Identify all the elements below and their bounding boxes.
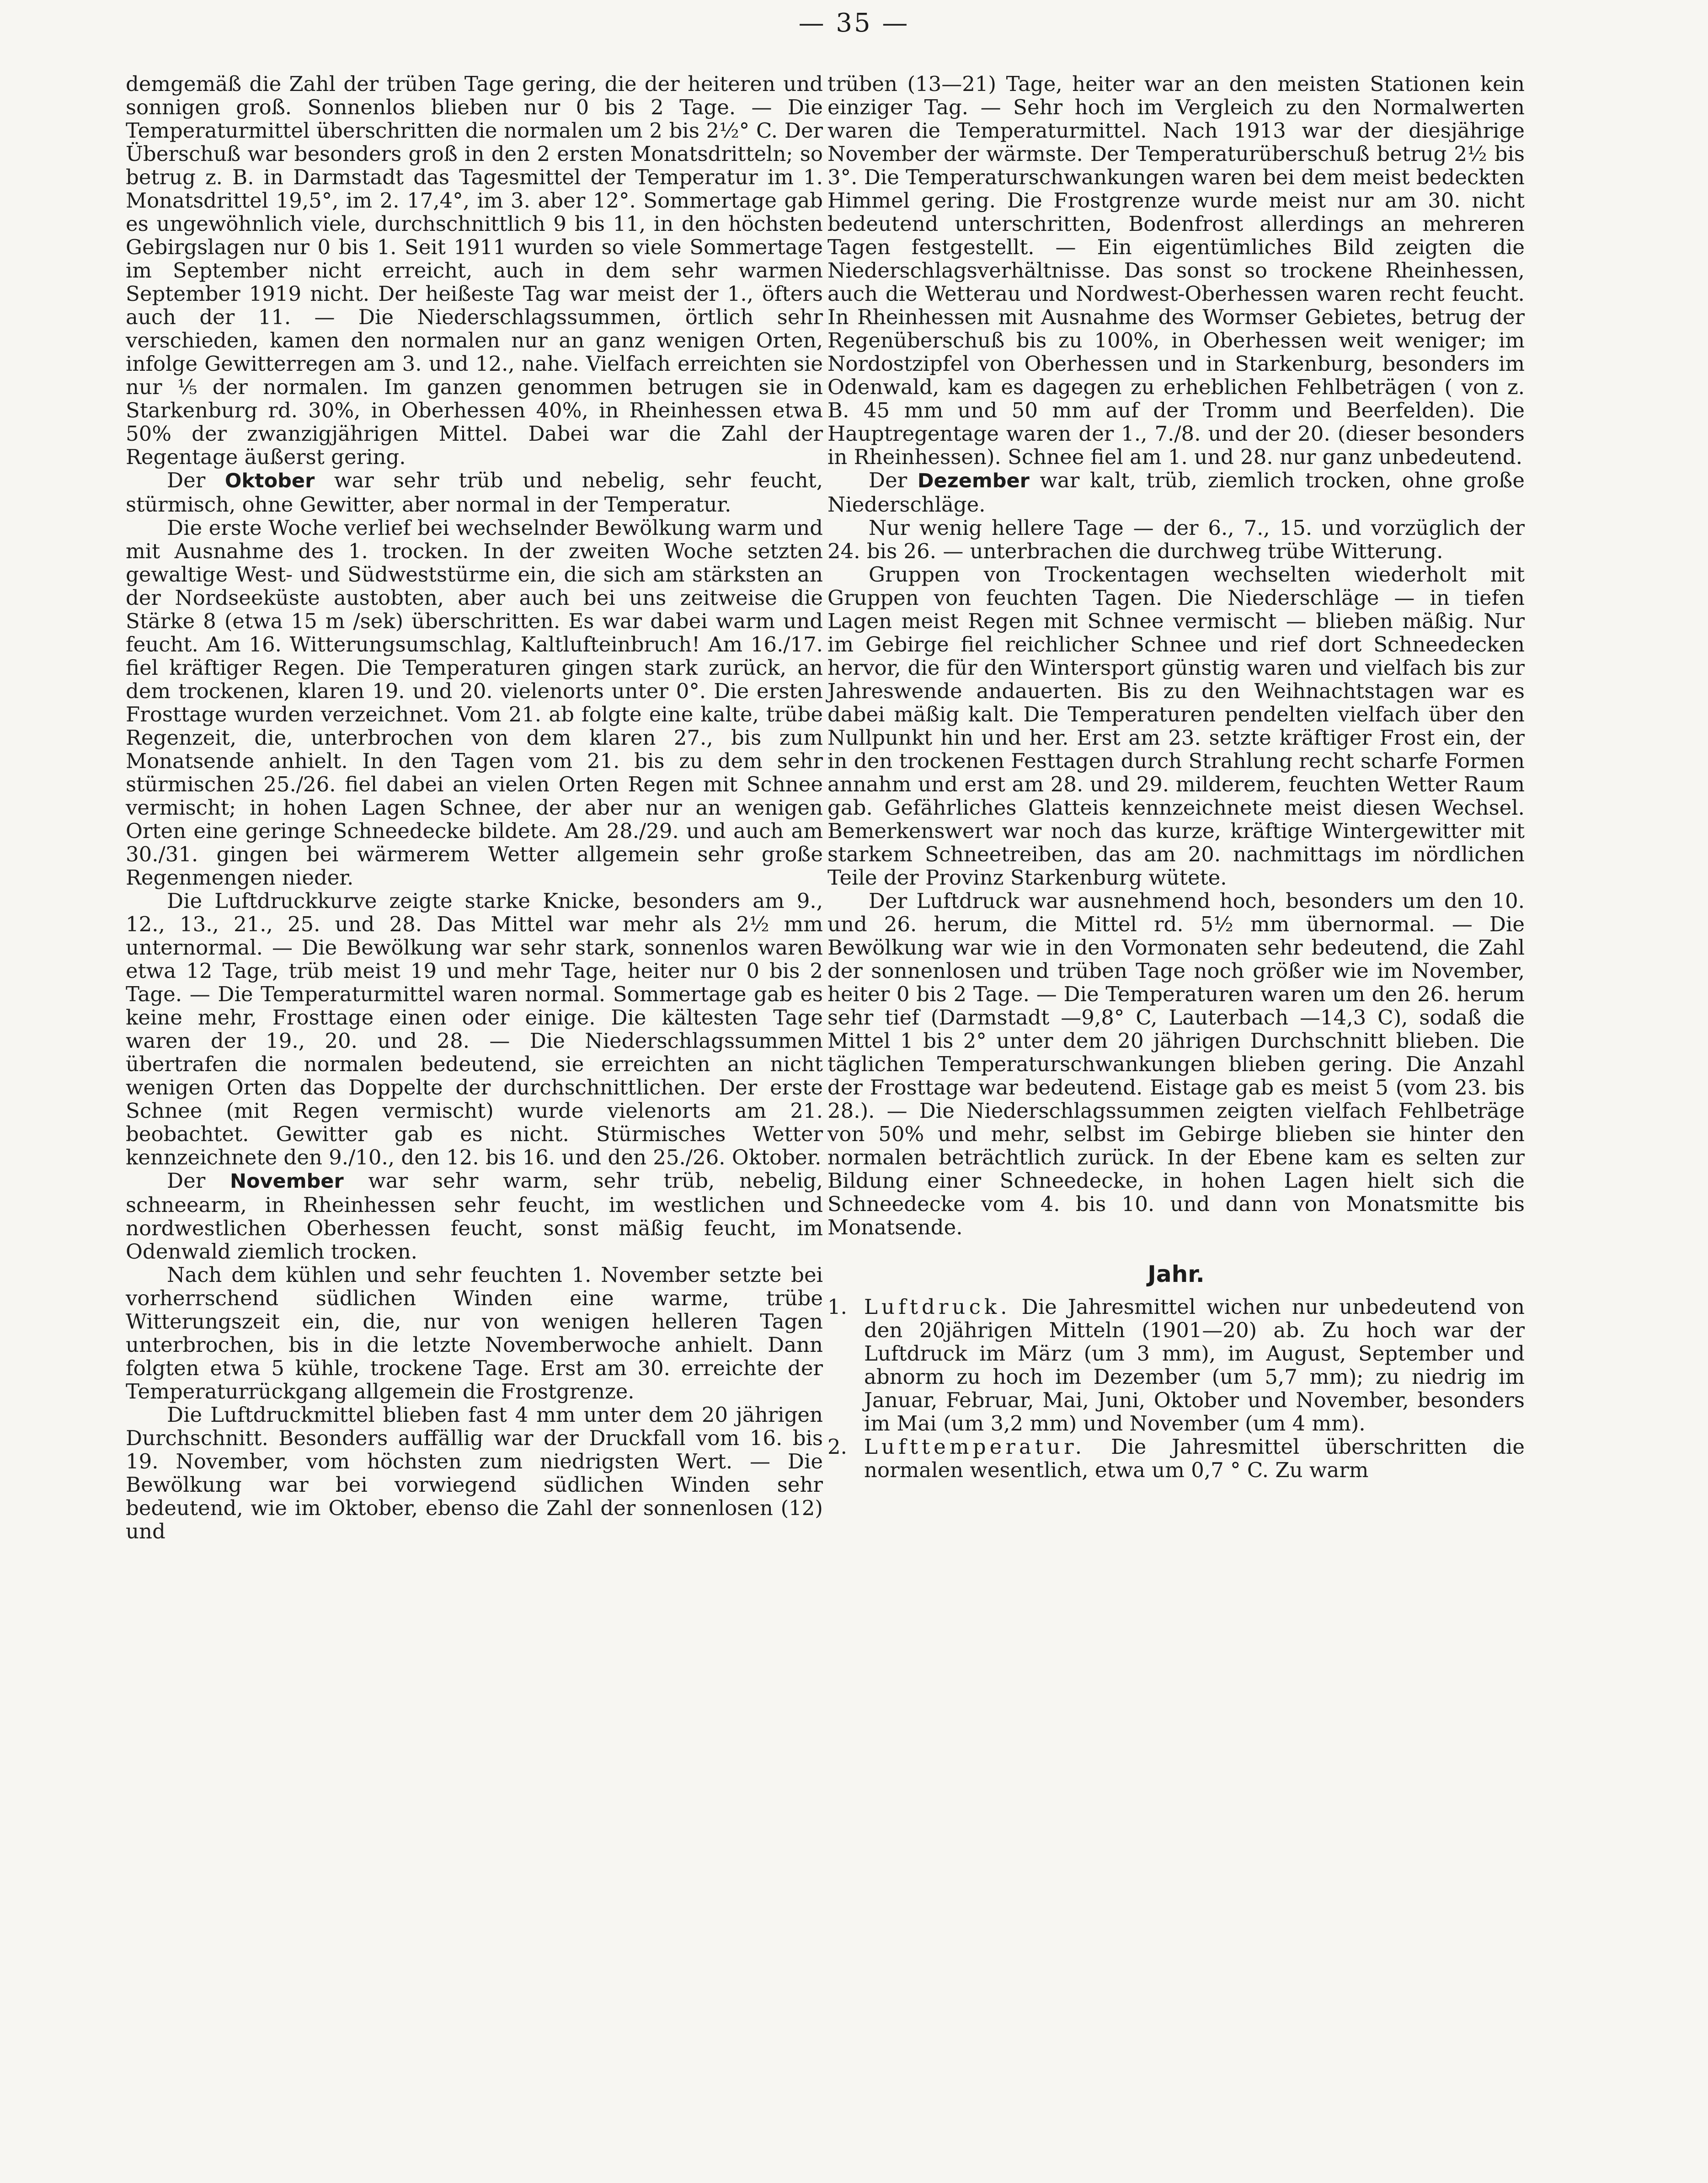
paragraph-dezember-days: Nur wenig hellere Tage — der 6., 7., 15. und vorzüglich der 24. bis 26. — unterbrachen die durchweg trübe Witterung.: [827, 516, 1525, 563]
item-number: 2.: [827, 1435, 847, 1459]
month-label-oktober: Oktober: [224, 470, 315, 492]
paragraph-oktober-intro: Der Oktober war sehr trüb und nebelig, sehr feucht, stürmisch, ohne Gewitter, aber normal in der Temperatur.: [126, 468, 823, 517]
paragraph-november-weather: Nach dem kühlen und sehr feuchten 1. November setzte bei vorherrschend südlichen Winden eine warme, trübe Witterungszeit ein, die, nur von wenigen helleren Tagen unterbrochen, bis in die letzte Novemberwoche anhielt. Dann folgten etwa 5 kühle, trockene Tage. Erst am 30. erreichte der Temperaturrückgang allgemein die Frostgrenze.: [126, 1263, 823, 1404]
item-number: 1.: [827, 1295, 847, 1319]
paragraph-november-intro: Der November war sehr warm, sehr trüb, nebelig, schneearm, in Rheinhessen sehr feucht, im westlichen und nordwestlichen Oberhessen feucht, sonst mäßig feucht, im Odenwald ziemlich trocken.: [126, 1169, 823, 1264]
paragraph-dezember-luftdruck: Der Luftdruck war ausnehmend hoch, besonders um den 10. und 26. herum, die Mittel rd. 5½ mm übernormal. — Die Bewölkung war wie in den Vormonaten sehr bedeutend, die Zahl der sonnenlosen und trüben Tage noch größer wie im November, heiter 0 bis 2 Tage. — Die Temperaturen waren um den 26. herum sehr tief (Darmstadt —9,8° C, Lauterbach —14,3 C), sodaß die Mittel 1 bis 2° unter dem 20 jährigen Durchschnitt blieben. Die täglichen Temperaturschwankungen blieben gering. Die Anzahl der Frosttage war bedeutend. Eistage gab es meist 5 (vom 23. bis 28.). — Die Niederschlagssummen zeigten vielfach Fehlbeträge von 50% und mehr, selbst im Gebirge blieben sie hinter den normalen beträchtlich zurück. In der Ebene kam es selten zur Bildung einer Schneedecke, in hohen Lagen hielt sich die Schneedecke vom 4. bis 10. und dann von Monatsmitte bis Monatsende.: [827, 889, 1525, 1239]
month-label-november: November: [230, 1170, 344, 1193]
paragraph-september-cont: demgemäß die Zahl der trüben Tage gering, die der heiteren und sonnigen groß. Sonnenlos blieben nur 0 bis 2 Tage. — Die Temperaturmittel überschritten die normalen um 2 bis 2½° C. Der Überschuß war besonders groß in den 2 ersten Monatsdritteln; so betrug z. B. in Darmstadt das Tagesmittel der Temperatur im 1. Monatsdrittel 19,5°, im 2. 17,4°, im 3. aber 12°. Sommertage gab es ungewöhnlich viele, durchschnittlich 9 bis 11, in den höchsten Gebirgslagen nur 0 bis 1. Seit 1911 wurden so viele Sommertage im September nicht erreicht, auch in dem sehr warmen September 1919 nicht. Der heißeste Tag war meist der 1., öfters auch der 11. — Die Niederschlagssummen, örtlich sehr verschieden, kamen den normalen nur an ganz wenigen Orten, infolge Gewitterregen am 3. und 12., nahe. Vielfach erreichten sie nur ⅕ der normalen. Im ganzen genommen betrugen sie in Starkenburg rd. 30%, in Oberhessen 40%, in Rheinhessen etwa 50% der zwanzigjährigen Mittel. Dabei war die Zahl der Regentage äußerst gering.: [126, 72, 823, 469]
paragraph-dezember-groups: Gruppen von Trockentagen wechselten wiederholt mit Gruppen von feuchten Tagen. Die Niederschläge — in tiefen Lagen meist Regen mit Schnee vermischt — blieben mäßig. Nur im Gebirge fiel reichlicher Schnee und rief dort Schneedecken hervor, die für den Wintersport günstig waren und vielfach bis zur Jahreswende andauerten. Bis zu den Weihnachtstagen war es dabei mäßig kalt. Die Temperaturen pendelten vielfach über den Nullpunkt hin und her. Erst am 23. setzte kräftiger Frost ein, der in den trockenen Festtagen durch Strahlung recht scharfe Formen annahm und erst am 28. und 29. milderem, feuchten Wetter Raum gab. Gefährliches Glatteis kennzeichnete meist diesen Wechsel. Bemerkenswert war noch das kurze, kräftige Wintergewitter mit starkem Schneetreiben, das am 20. nachmittags im nördlichen Teile der Provinz Starkenburg wütete.: [827, 562, 1525, 890]
list-item: 1. Luftdruck. Die Jahresmittel wichen nur unbedeutend von den 20jährigen Mitteln (1901—20) ab. Zu hoch war der Luftdruck im März (um 3 mm), im August, September und abnorm zu hoch im Dezember (um 5,7 mm); zu niedrig im Januar, Februar, Mai, Juni, Oktober und November, besonders im Mai (um 3,2 mm) und November (um 4 mm).: [827, 1295, 1525, 1436]
paragraph-november-cont: trüben (13—21) Tage, heiter war an den meisten Stationen kein einziger Tag. — Sehr hoch im Vergleich zu den Normalwerten waren die Temperaturmittel. Nach 1913 war der diesjährige November der wärmste. Der Temperaturüberschuß betrug 2½ bis 3°. Die Temperaturschwankungen waren bei dem meist bedeckten Himmel gering. Die Frostgrenze wurde meist nur am 30. nicht bedeutend unterschritten, Bodenfrost allerdings an mehreren Tagen festgestellt. — Ein eigentümliches Bild zeigten die Niederschlagsverhältnisse. Das sonst so trockene Rheinhessen, auch die Wetterau und Nordwest-Oberhessen waren recht feucht. In Rheinhessen mit Ausnahme des Wormser Gebietes, betrug der Regenüberschuß bis zu 100%, in Oberhessen weit weniger; im Nordostzipfel von Oberhessen und in Starkenburg, besonders im Odenwald, kam es dagegen zu erheblichen Fehlbeträgen ( von z. B. 45 mm und 50 mm auf der Tromm und Beerfelden). Die Hauptregentage waren der 1., 7./8. und der 20. (dieser besonders in Rheinhessen). Schnee fiel am 1. und 28. nur ganz unbedeutend.: [827, 72, 1525, 469]
item-label-lufttemperatur: Lufttemperatur.: [864, 1435, 1086, 1459]
paragraph-oktober-luftdruck: Die Luftdruckkurve zeigte starke Knicke, besonders am 9., 12., 13., 21., 25. und 28. Das Mittel war mehr als 2½ mm unternormal. — Die Bewölkung war sehr stark, sonnenlos waren etwa 12 Tage, trüb meist 19 und mehr Tage, heiter nur 0 bis 2 Tage. — Die Temperaturmittel waren normal. Sommertage gab es keine mehr, Frosttage einen oder einige. Die kältesten Tage waren der 19., 20. und 28. — Die Niederschlagssummen übertrafen die normalen bedeutend, sie erreichten an nicht wenigen Orten das Doppelte der durchschnittlichen. Der erste Schnee (mit Regen vermischt) wurde vielenorts am 21. beobachtet. Gewitter gab es nicht. Stürmisches Wetter kennzeichnete den 9./10., den 12. bis 16. und den 25./26. Oktober.: [126, 889, 823, 1169]
left-column: [126, 72, 823, 1543]
page-number: — 35 —: [798, 8, 910, 38]
paragraph-dezember-intro: Der Dezember war kalt, trüb, ziemlich trocken, ohne große Niederschläge.: [827, 468, 1525, 517]
month-label-dezember: Dezember: [917, 470, 1030, 492]
item-label-luftdruck: Luftdruck.: [864, 1295, 1011, 1319]
list-item: 2. Lufttemperatur. Die Jahresmittel überschritten die normalen wesentlich, etwa um 0,7 ° C. Zu warm: [827, 1435, 1525, 1482]
paragraph-november-luftdruck: Die Luftdruckmittel blieben fast 4 mm unter dem 20 jährigen Durchschnitt. Besonders auffällig war der Druckfall vom 16. bis 19. November, vom höchsten zum niedrigsten Wert. — Die Bewölkung war bei vorwiegend südlichen Winden sehr bedeutend, wie im Oktober, ebenso die Zahl der sonnenlosen (12) und: [126, 1403, 823, 1543]
section-heading-jahr: Jahr.: [1148, 1261, 1205, 1287]
paragraph-oktober-weeks: Die erste Woche verlief bei wechselnder Bewölkung warm und mit Ausnahme des 1. trocken. In der zweiten Woche setzten gewaltige West- und Südweststürme ein, die sich am stärksten an der Nordseeküste austobten, aber auch bei uns zeitweise die Stärke 8 (etwa 15 m /sek) überschritten. Es war dabei warm und feucht. Am 16. Witterungsumschlag, Kaltlufteinbruch! Am 16./17. fiel kräftiger Regen. Die Temperaturen gingen stark zurück, an dem trockenen, klaren 19. und 20. vielenorts unter 0°. Die ersten Frosttage wurden verzeichnet. Vom 21. ab folgte eine kalte, trübe Regenzeit, die, unterbrochen von dem klaren 27., bis zum Monatsende anhielt. In den Tagen vom 21. bis zu dem sehr stürmischen 25./26. fiel dabei an vielen Orten Regen mit Schnee vermischt; in hohen Lagen Schnee, der aber nur an wenigen Orten eine geringe Schneedecke bildete. Am 28./29. und auch am 30./31. gingen bei wärmerem Wetter allgemein sehr große Regenmengen nieder.: [126, 516, 823, 890]
right-column: [827, 72, 1525, 1482]
